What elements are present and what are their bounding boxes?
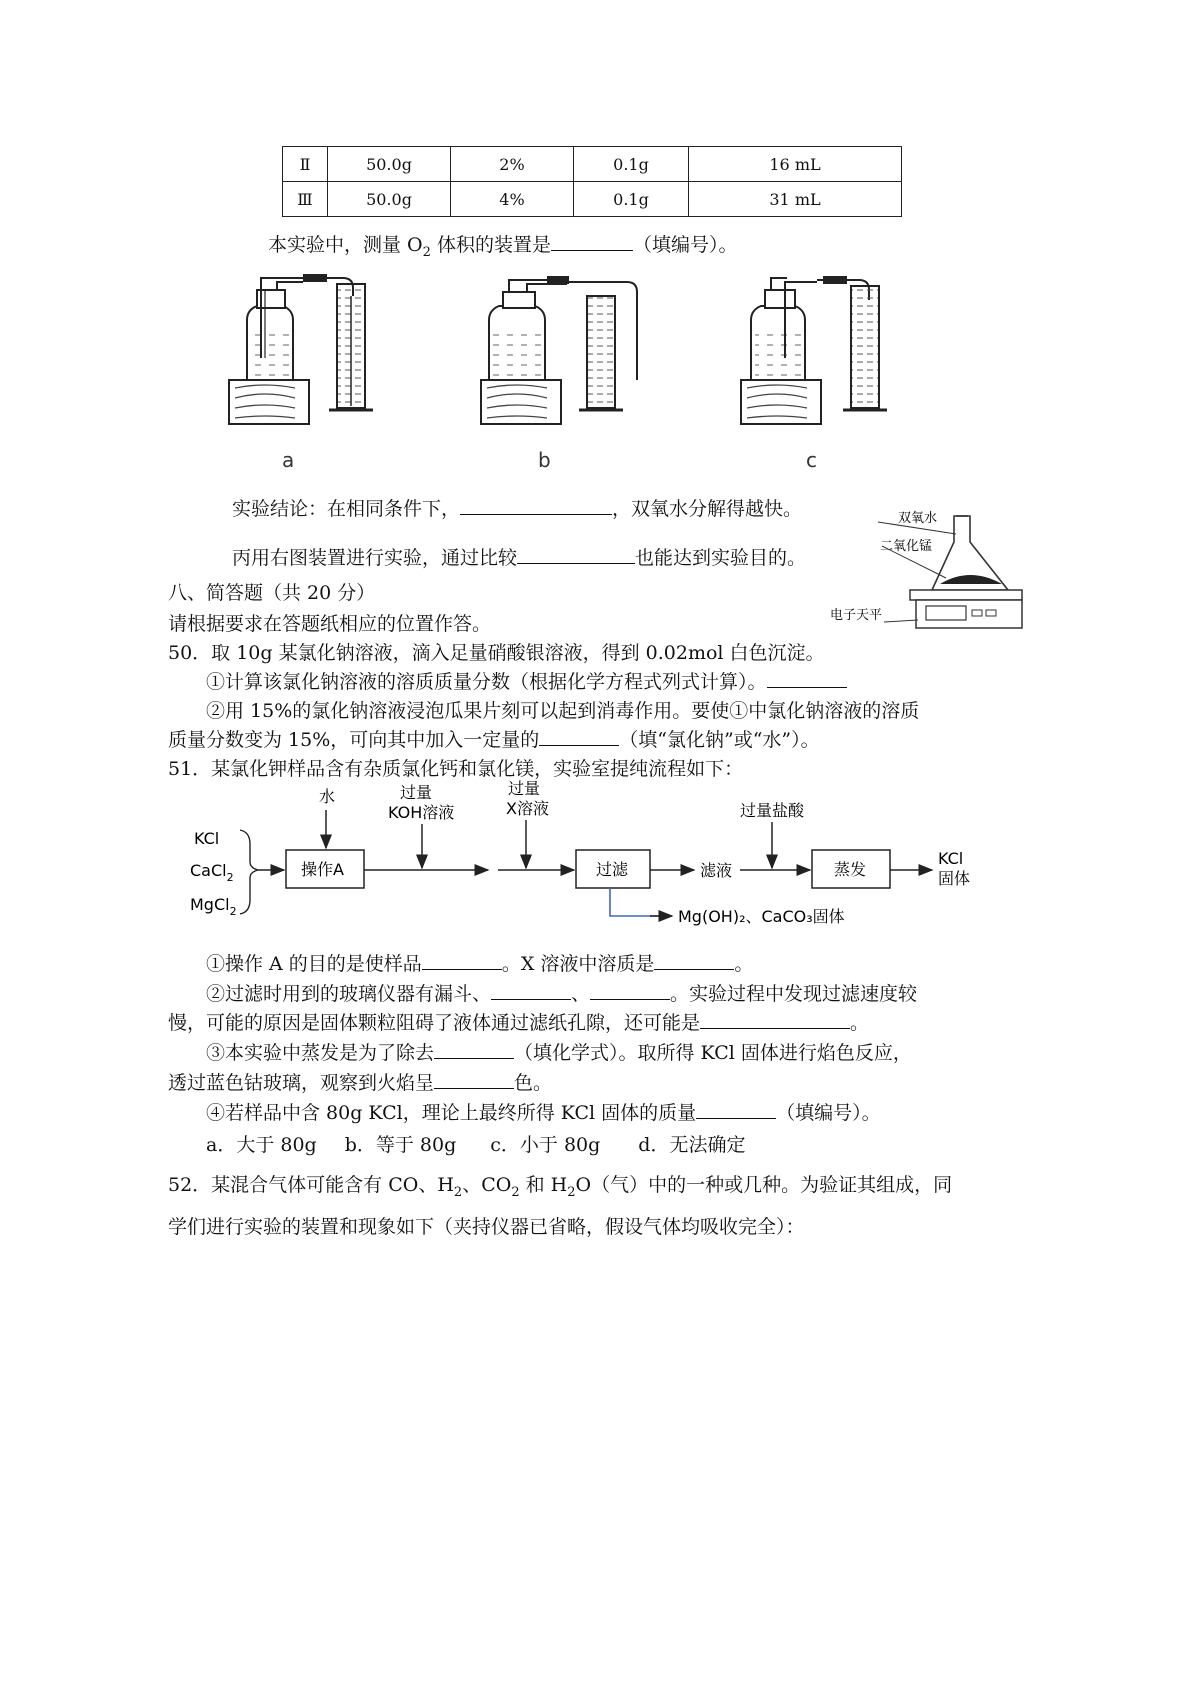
text: 丙用右图装置进行实验，通过比较 (232, 547, 518, 569)
text: 体积的装置是 (430, 234, 551, 256)
text: 。 (734, 953, 754, 975)
section-title: 八、简答题（共 20 分） (168, 582, 376, 604)
flow-kcl: KCl (194, 829, 220, 848)
label-balance: 电子天平 (830, 608, 883, 623)
apparatus-b (481, 276, 637, 424)
flow-evap: 蒸发 (834, 860, 867, 879)
apparatus-c (741, 276, 887, 424)
text: ④若样品中含 80g KCl，理论上最终所得 KCl 固体的质量 (206, 1102, 697, 1124)
data-table (282, 146, 902, 217)
text: （填“氯化钠”或“水”）。 (619, 729, 820, 751)
flow-x-1: 过量 (508, 779, 541, 798)
answer-blank[interactable] (654, 951, 734, 970)
answer-blank[interactable] (434, 1040, 514, 1059)
text: ①操作 A 的目的是使样品 (206, 953, 422, 975)
q51-stem: 51．某氯化钾样品含有杂质氯化钙和氯化镁，实验室提纯流程如下： (168, 758, 744, 780)
answer-blank[interactable] (460, 496, 612, 515)
table-cell: 31 mL (689, 182, 902, 217)
text: O（气）中的一种或几种。为验证其组成，同 (575, 1174, 953, 1196)
table-cell: 4% (451, 182, 574, 217)
answer-blank[interactable] (491, 981, 571, 1000)
text: 本实验中，测量 O (268, 234, 423, 256)
text: 色。 (514, 1072, 553, 1094)
flow-opA: 操作A (301, 860, 344, 879)
answer-blank[interactable] (422, 951, 502, 970)
subscript: 2 (453, 1184, 463, 1200)
flow-out-solid: 固体 (938, 869, 971, 888)
q52-line1 (168, 1172, 952, 1206)
text: 质量分数变为 15%，可向其中加入一定量的 (168, 729, 540, 751)
flow-koh-2: KOH溶液 (388, 803, 455, 822)
conclusion-question (232, 496, 802, 522)
flow-koh-1: 过量 (400, 783, 433, 802)
q50-part2-line2 (168, 727, 820, 753)
text: （填化学式）。取所得 KCl 固体进行焰色反应， (514, 1042, 912, 1064)
q50-part1 (206, 669, 847, 695)
text: 也能达到实验目的。 (635, 547, 807, 569)
flow-hcl: 过量盐酸 (740, 801, 805, 820)
bing-question (232, 545, 806, 571)
text: 52．某混合气体可能含有 CO、H (168, 1174, 454, 1196)
q51-part3-line1 (206, 1040, 912, 1066)
table-row (283, 147, 902, 182)
text: ③本实验中蒸发是为了除去 (206, 1042, 435, 1064)
table-cell: 16 mL (689, 147, 902, 182)
text: 慢，可能的原因是固体颗粒阻碍了液体通过滤纸孔隙，还可能是 (168, 1012, 701, 1034)
text: 。X 溶液中溶质是 (501, 953, 655, 975)
table-cell: 50.0g (328, 147, 451, 182)
answer-blank[interactable] (434, 1070, 514, 1089)
table-cell: 0.1g (574, 182, 689, 217)
answer-blank[interactable] (517, 545, 635, 564)
q51-part2-line2 (168, 1010, 869, 1036)
flow-x-2: X溶液 (506, 799, 549, 818)
q51-options (206, 1132, 745, 1158)
q51-part3-line2 (168, 1070, 552, 1096)
answer-blank[interactable] (590, 981, 670, 1000)
q51-part2-line1 (206, 981, 917, 1007)
apparatus-label-c: c (806, 448, 817, 472)
text: 、CO (462, 1174, 512, 1196)
q52-line2: 学们进行实验的装置和现象如下（夹持仪器已省略，假设气体均吸收完全）： (168, 1216, 805, 1238)
text: ，双氧水分解得越快。 (612, 498, 803, 520)
q51-part4 (206, 1100, 881, 1126)
text: （填编号）。 (776, 1102, 881, 1124)
flow-cacl2: CaCl$_2$ (190, 861, 234, 884)
text: 实验结论：在相同条件下， (232, 498, 461, 520)
flow-filtrate: 滤液 (700, 861, 733, 880)
q50-stem: 50．取 10g 某氯化钠溶液，滴入足量硝酸银溶液，得到 0.02mol 白色沉淀。 (168, 642, 825, 664)
text: （填编号）。 (632, 234, 738, 256)
table-cell: 2% (451, 147, 574, 182)
option-d[interactable]: d．无法确定 (638, 1134, 746, 1156)
option-a[interactable]: a．大于 80g (206, 1134, 317, 1156)
flow-out-kcl: KCl (938, 849, 964, 868)
table-cell: 50.0g (328, 182, 451, 217)
flow-mgcl2: MgCl$_2$ (190, 895, 237, 918)
section-note: 请根据要求在答题纸相应的位置作答。 (168, 613, 492, 635)
subscript: 2 (422, 244, 431, 260)
flow-water: 水 (319, 787, 336, 806)
text: ②过滤时用到的玻璃仪器有漏斗、 (206, 983, 492, 1005)
answer-blank[interactable] (551, 232, 633, 251)
text: 和 H (519, 1174, 568, 1196)
q51-part1 (206, 951, 753, 977)
table-cell: Ⅱ (283, 147, 328, 182)
measure-question (268, 232, 737, 266)
apparatus-label-a: a (282, 448, 295, 472)
label-mno2: 二氧化锰 (880, 539, 933, 554)
text: 透过蓝色钴玻璃，观察到火焰呈 (168, 1072, 435, 1094)
text: 、 (571, 983, 591, 1005)
apparatus-a (229, 274, 373, 424)
answer-blank[interactable] (700, 1010, 850, 1029)
table-cell: Ⅲ (283, 182, 328, 217)
table-cell: 0.1g (574, 147, 689, 182)
flow-solid: Mg(OH)₂、CaCO₃固体 (678, 907, 845, 926)
apparatus-label-b: b (538, 448, 551, 472)
text: 。 (850, 1012, 870, 1034)
option-b[interactable]: b．等于 80g (344, 1134, 457, 1156)
gas-collection-apparatus-figure (225, 270, 1005, 470)
table-row (283, 182, 902, 217)
purification-flowchart (180, 778, 980, 938)
answer-blank[interactable] (539, 727, 619, 746)
text: ①计算该氯化钠溶液的溶质质量分数（根据化学方程式列式计算）。 (206, 671, 767, 693)
flow-filter: 过滤 (596, 860, 629, 879)
q50-part2-line1: ②用 15%的氯化钠溶液浸泡瓜果片刻可以起到消毒作用。要使①中氯化钠溶液的溶质 (206, 700, 920, 722)
subscript: 2 (511, 1184, 520, 1200)
option-c[interactable]: c．小于 80g (490, 1134, 601, 1156)
answer-blank[interactable] (767, 669, 847, 688)
electronic-balance-figure (822, 506, 1028, 630)
subscript: 2 (567, 1184, 576, 1200)
label-h2o2: 双氧水 (898, 511, 938, 526)
text: 。实验过程中发现过滤速度较 (670, 983, 918, 1005)
answer-blank[interactable] (696, 1100, 776, 1119)
